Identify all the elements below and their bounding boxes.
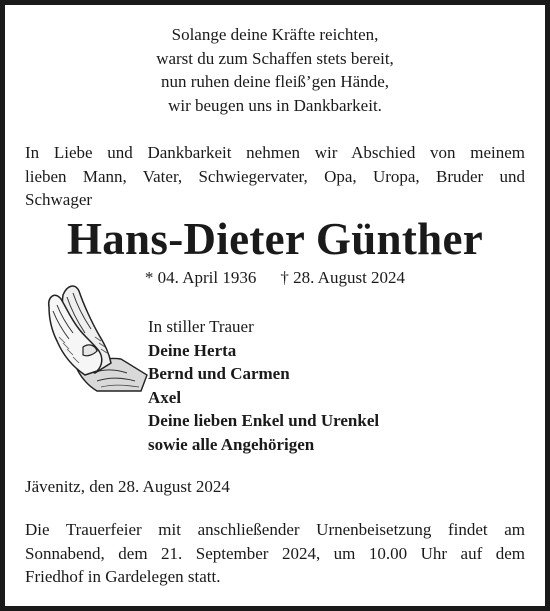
deceased-name: Hans-Dieter Günther xyxy=(66,214,484,264)
mourner-name: Bernd und Carmen xyxy=(148,364,290,383)
poem-line: wir beugen uns in Dankbarkeit. xyxy=(168,95,382,115)
farewell-text xyxy=(25,141,525,212)
birth-date: * 04. April 1936 xyxy=(144,268,257,287)
service-line: Die Trauerfeier mit anschließender Urnenbeisetzung findet am xyxy=(25,520,525,539)
service-line: Friedhof in Gardelegen statt. xyxy=(25,567,221,586)
poem-line: Solange deine Kräfte reichten, xyxy=(171,25,379,44)
farewell-line: lieben Mann, Vater, Schwiegervater, Opa, Uropa, Bruder und xyxy=(25,166,525,186)
farewell-line: In Liebe und Dankbarkeit nehmen wir Abschied von meinem xyxy=(25,143,525,162)
memorial-poem xyxy=(5,23,545,117)
mourner-name: Deine lieben Enkel und Urenkel xyxy=(148,411,380,430)
mourner-name: Deine Herta xyxy=(148,340,237,360)
mourners-block xyxy=(148,315,379,456)
poem-line: warst du zum Schaffen stets bereit, xyxy=(156,48,394,68)
mourner-name: sowie alle Angehörigen xyxy=(148,434,315,454)
service-line: Sonnabend, dem 21. September 2024, um 10.00 Uhr auf dem xyxy=(25,543,525,563)
praying-hands-icon xyxy=(37,277,149,393)
mourner-name: Axel xyxy=(148,387,182,407)
mourners-intro: In stiller Trauer xyxy=(148,317,254,336)
farewell-line: Schwager xyxy=(25,190,93,209)
death-date: † 28. August 2024 xyxy=(280,268,406,287)
place-date: Jävenitz, den 28. August 2024 xyxy=(25,477,230,496)
poem-line: nun ruhen deine fleiß’gen Hände, xyxy=(161,72,389,91)
funeral-service-info xyxy=(25,518,525,589)
